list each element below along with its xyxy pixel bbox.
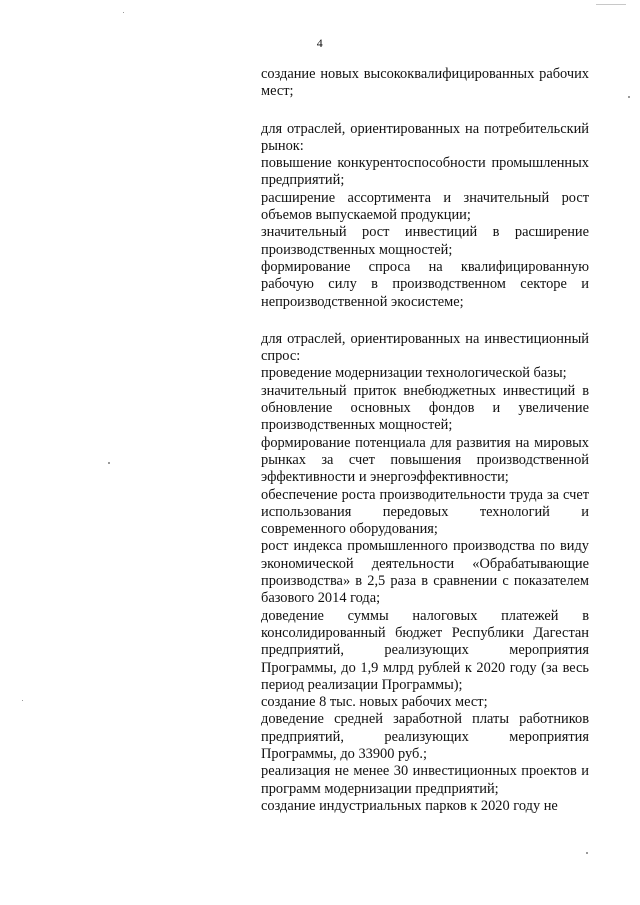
scan-speck — [628, 96, 630, 98]
text-paragraph: формирование потенциала для развития на мировых рынках за счет повышения производственной эффективности и энергоэффективности; — [261, 434, 589, 486]
text-paragraph: создание новых высококвалифицированных рабочих мест; — [261, 66, 589, 100]
paragraph-gap — [261, 311, 589, 331]
scan-speck — [108, 462, 110, 464]
scan-speck — [596, 4, 626, 5]
page-number: 4 — [316, 36, 324, 50]
scan-speck — [586, 852, 588, 854]
text-paragraph: доведение средней заработной платы работников предприятий, реализующих мероприятия Программы, до 33900 руб.; — [261, 711, 589, 762]
text-paragraph: значительный рост инвестиций в расширение производственных мощностей; — [261, 224, 589, 258]
text-paragraph: создание индустриальных парков к 2020 году не — [261, 797, 558, 814]
text-paragraph: повышение конкурентоспособности промышленных предприятий; — [261, 155, 589, 189]
document-body — [261, 66, 589, 815]
text-paragraph: формирование спроса на квалифицированную рабочую силу в производственном секторе и непроизводственной экосистеме; — [261, 258, 589, 310]
text-paragraph: расширение ассортимента и значительный рост объемов выпускаемой продукции; — [261, 189, 589, 224]
paragraph-gap — [261, 101, 589, 121]
text-paragraph: доведение суммы налоговых платежей в консолидированный бюджет Республики Дагестан предприятий, реализующих мероприятия Программы, до 1,9 млрд рублей к 2020 году (за весь период реализации Программы); — [261, 607, 589, 693]
section-heading: для отраслей, ориентированных на инвестиционный спрос: — [261, 330, 589, 365]
text-paragraph: значительный приток внебюджетных инвестиций в обновление основных фондов и увеличение производственных мощностей; — [261, 382, 589, 434]
scan-speck — [22, 700, 23, 701]
text-paragraph: реализация не менее 30 инвестиционных проектов и программ модернизации предприятий; — [261, 763, 589, 797]
text-paragraph: создание 8 тыс. новых рабочих мест; — [261, 694, 488, 711]
section-heading: для отраслей, ориентированных на потребительский рынок: — [261, 120, 589, 154]
scan-speck — [123, 12, 124, 13]
text-paragraph: рост индекса промышленного производства по виду экономической деятельности «Обрабатывающие производства» в 2,5 раза в сравнении с показателем базового 2014 года; — [261, 538, 589, 607]
text-paragraph: проведение модернизации технологической базы; — [261, 365, 567, 382]
text-paragraph: обеспечение роста производительности труда за счет использования передовых технологий и современного оборудования; — [261, 486, 589, 538]
